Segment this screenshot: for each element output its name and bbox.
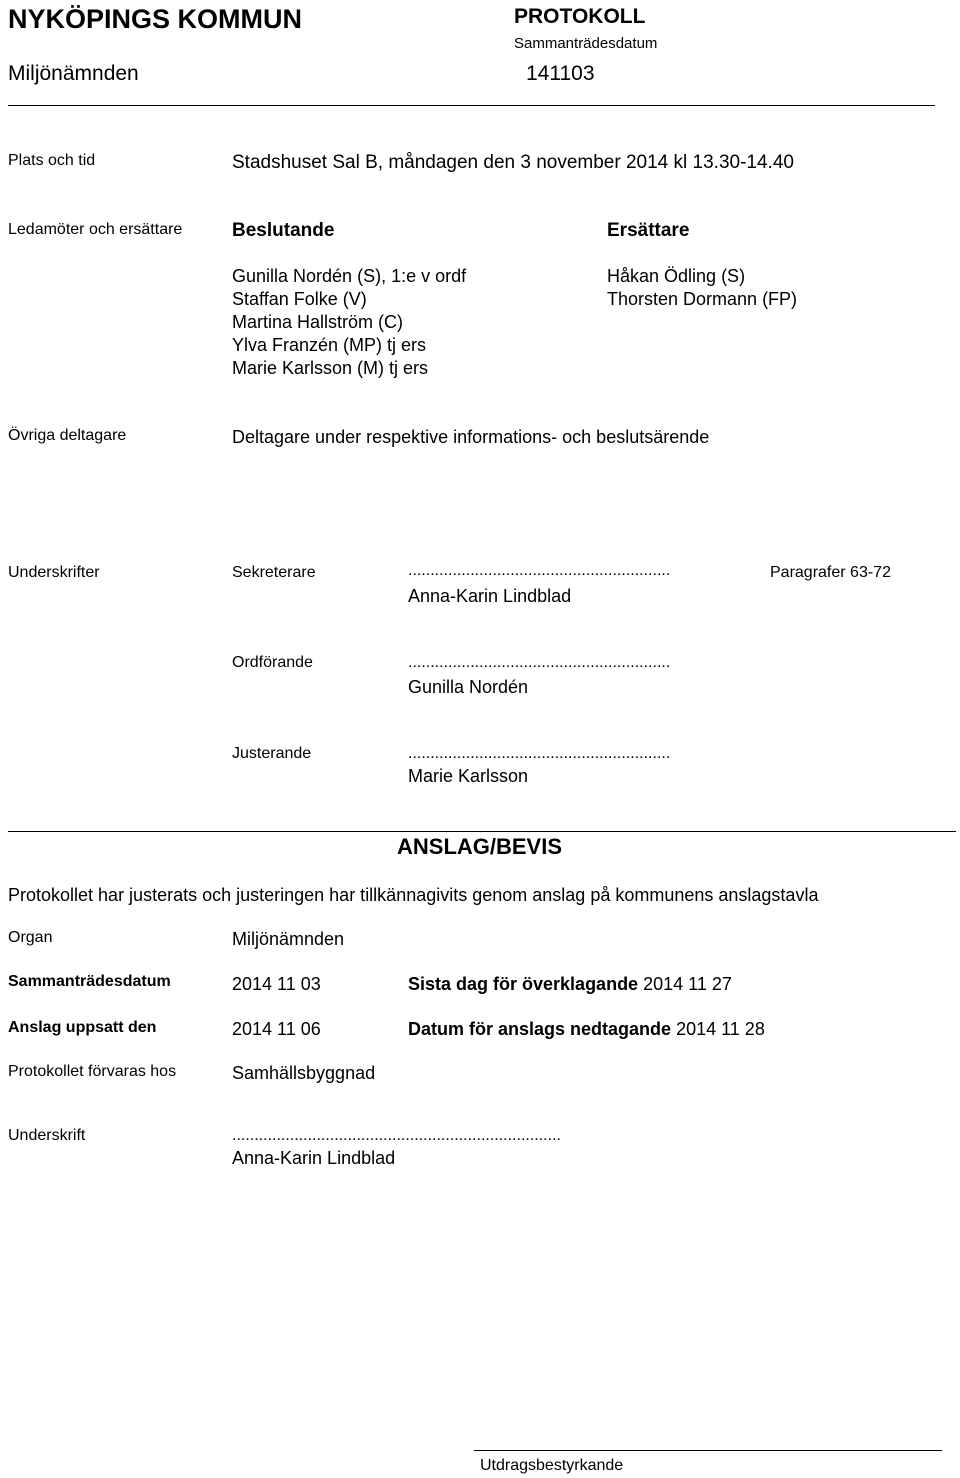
substitute-member: Håkan Ödling (S) — [607, 266, 746, 286]
members-label: Ledamöter och ersättare — [8, 221, 183, 238]
decisive-member: Marie Karlsson (M) tj ers — [232, 358, 429, 378]
chair-signature-line: ........................................................... — [408, 654, 671, 671]
chair-name: Gunilla Nordén — [408, 677, 529, 697]
others-label: Övriga deltagare — [8, 427, 127, 444]
signature-line: .......................................................................... — [232, 1127, 561, 1144]
date-label: Sammanträdesdatum — [514, 35, 658, 52]
removed-label: Datum för anslags nedtagande — [408, 1019, 672, 1039]
place-value: Stadshuset Sal B, måndagen den 3 november 2014 kl 13.30-14.40 — [232, 152, 794, 173]
notice-divider — [8, 831, 956, 832]
appeal-value: 2014 11 27 — [643, 974, 732, 994]
substitutes-heading: Ersättare — [607, 220, 690, 241]
decisive-member: Ylva Franzén (MP) tj ers — [232, 335, 427, 355]
adjuster-label: Justerande — [232, 745, 312, 762]
chair-label: Ordförande — [232, 654, 313, 671]
appeal-label: Sista dag för överklagande — [408, 974, 639, 994]
footer-label: Utdragsbestyrkande — [480, 1457, 624, 1474]
meeting-date-value: 2014 11 03 — [232, 974, 321, 994]
footer-divider — [474, 1450, 942, 1451]
place-label: Plats och tid — [8, 152, 96, 169]
meeting-date-label: Sammanträdesdatum — [8, 973, 171, 990]
committee-name: Miljönämnden — [8, 62, 139, 85]
header-divider — [8, 105, 935, 106]
kept-label: Protokollet förvaras hos — [8, 1063, 177, 1080]
adjuster-name: Marie Karlsson — [408, 766, 529, 786]
decisive-member: Gunilla Nordén (S), 1:e v ordf — [232, 266, 467, 286]
adjuster-signature-line: ........................................................... — [408, 745, 671, 762]
signature-name: Anna-Karin Lindblad — [232, 1148, 396, 1168]
secretary-label: Sekreterare — [232, 564, 316, 581]
others-value: Deltagare under respektive informations- och beslutsärende — [232, 427, 710, 447]
posted-value: 2014 11 06 — [232, 1019, 321, 1039]
meeting-date: 141103 — [526, 62, 595, 85]
signature-label: Underskrift — [8, 1127, 86, 1144]
notice-text: Protokollet har justerats och justeringen har tillkännagivits genom anslag på kommunens anslagstavla — [8, 885, 819, 905]
org-name: NYKÖPINGS KOMMUN — [8, 4, 303, 34]
removal-date — [408, 1019, 765, 1040]
paragraphs: Paragrafer 63-72 — [770, 564, 891, 581]
secretary-name: Anna-Karin Lindblad — [408, 586, 572, 606]
substitutes-list — [607, 265, 797, 311]
appeal-deadline — [408, 974, 732, 995]
decisive-member: Staffan Folke (V) — [232, 289, 367, 309]
signatures-label: Underskrifter — [8, 564, 100, 581]
organ-value: Miljönämnden — [232, 929, 345, 949]
organ-label: Organ — [8, 929, 53, 946]
notice-title: ANSLAG/BEVIS — [397, 834, 563, 859]
secretary-signature-line: ........................................................... — [408, 562, 671, 579]
decisive-list — [232, 265, 466, 380]
kept-value: Samhällsbyggnad — [232, 1063, 376, 1083]
posted-label: Anslag uppsatt den — [8, 1019, 157, 1036]
decisive-member: Martina Hallström (C) — [232, 312, 404, 332]
removed-value: 2014 11 28 — [676, 1019, 765, 1039]
decisive-heading: Beslutande — [232, 220, 335, 241]
doc-type: PROTOKOLL — [514, 5, 646, 28]
substitute-member: Thorsten Dormann (FP) — [607, 289, 798, 309]
